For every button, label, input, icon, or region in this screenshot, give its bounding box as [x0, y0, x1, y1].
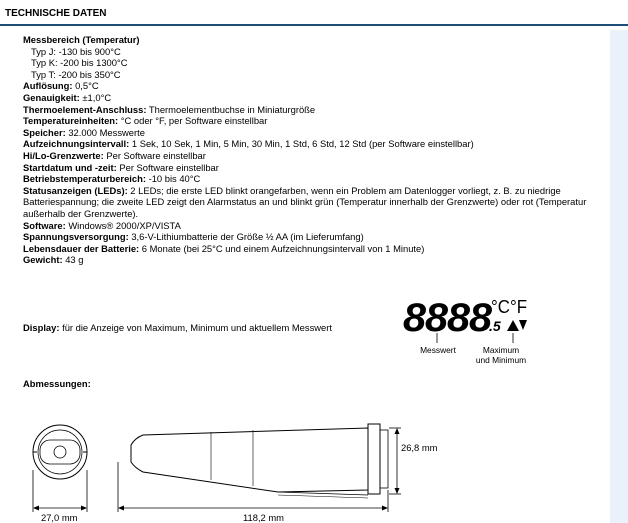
- height-label: 26,8 mm: [401, 442, 438, 453]
- spec-label: Genauigkeit:: [23, 91, 80, 103]
- spec-row: [23, 220, 608, 232]
- spec-value: -10 bis 40°C: [145, 173, 201, 185]
- arrow-right-icon: [382, 506, 388, 511]
- lcd-units: °C°F: [491, 297, 528, 317]
- spec-row: [23, 80, 608, 92]
- arrow-down-icon: [395, 488, 400, 494]
- triangle-up-icon: [507, 320, 519, 331]
- lcd-digits: 8888: [403, 296, 493, 340]
- display-value: für die Anzeige von Maximum, Minimum und aktuellem Messwert: [59, 322, 332, 333]
- spec-label: Betriebstemperaturbereich:: [23, 173, 146, 185]
- spec-label: Auflösung:: [23, 80, 73, 92]
- spec-label: Messbereich (Temperatur): [23, 34, 140, 45]
- lcd-label-messwert: Messwert: [420, 345, 456, 355]
- abmessungen-title: Abmessungen:: [23, 378, 91, 389]
- length-label: 118,2 mm: [243, 512, 284, 523]
- spec-label: Software:: [23, 219, 66, 231]
- section-title: TECHNISCHE DATEN: [5, 8, 107, 19]
- lcd-decimal: .5: [489, 318, 501, 334]
- spec-value: Per Software einstellbar: [116, 161, 219, 173]
- header-divider: [0, 24, 628, 26]
- arrow-right-icon: [81, 506, 87, 511]
- spec-row: [23, 115, 608, 127]
- arrow-left-icon: [33, 506, 39, 511]
- spec-row: [23, 231, 608, 243]
- lcd-label-maxmin-1: Maximum: [482, 345, 520, 355]
- spec-row: [23, 104, 608, 116]
- spec-label: Startdatum und -zeit:: [23, 161, 117, 173]
- side-view: [131, 424, 388, 498]
- spec-row: [23, 254, 608, 266]
- spec-row: [23, 127, 608, 139]
- spec-row: [23, 92, 608, 104]
- spec-label: Statusanzeigen (LEDs):: [23, 184, 128, 196]
- spec-row: [23, 243, 608, 255]
- spec-row-status: [23, 185, 608, 220]
- lcd-label-maxmin-2: und Minimum: [475, 355, 527, 365]
- height-dimension: [389, 428, 401, 494]
- spec-value: 0,5°C: [72, 80, 99, 92]
- display-label: Display:: [23, 322, 60, 333]
- spec-label: Spannungsversorgung:: [23, 231, 129, 243]
- spec-row: [23, 150, 608, 162]
- spec-heading-messbereich: [23, 34, 608, 46]
- spec-label: Aufzeichnungsintervall:: [23, 138, 130, 150]
- content-panel: [3, 30, 610, 523]
- display-description: [23, 322, 332, 333]
- spec-value: Thermoelementbuchse in Miniaturgröße: [146, 103, 316, 115]
- end-view: [33, 425, 87, 479]
- arrow-up-icon: [395, 428, 400, 434]
- triangle-down-icon: [519, 320, 527, 330]
- spec-label: Thermoelement-Anschluss:: [23, 103, 147, 115]
- spec-label: Lebensdauer der Batterie:: [23, 242, 140, 254]
- width-label: 27,0 mm: [41, 512, 78, 523]
- spec-value: 43 g: [62, 254, 84, 266]
- spec-value: 32.000 Messwerte: [65, 126, 145, 138]
- width-dimension: [33, 470, 87, 512]
- dimension-drawing: [23, 400, 453, 523]
- arrow-left-icon: [118, 506, 124, 511]
- spec-row: [23, 162, 608, 174]
- spec-row: [23, 173, 608, 185]
- spec-value: Windows® 2000/XP/VISTA: [65, 219, 181, 231]
- spec-row: [23, 138, 608, 150]
- spec-typ-k: Typ K: -200 bis 1300°C: [31, 57, 128, 69]
- spec-value: 6 Monate (bei 25°C und einem Aufzeichnungsintervall von 1 Minute): [139, 242, 425, 254]
- spec-value: °C oder °F, per Software einstellbar: [118, 115, 268, 127]
- spec-value: ±1,0°C: [79, 91, 112, 103]
- spec-label: Speicher:: [23, 126, 66, 138]
- spec-typ-t: Typ T: -200 bis 350°C: [31, 68, 121, 80]
- spec-label: Temperatureinheiten:: [23, 115, 119, 127]
- spec-list: [23, 34, 608, 266]
- spec-typ-j: Typ J: -130 bis 900°C: [31, 45, 121, 57]
- section-header: [0, 0, 628, 26]
- spec-label: Gewicht:: [23, 254, 63, 266]
- spec-value: 1 Sek, 10 Sek, 1 Min, 5 Min, 30 Min, 1 Std, 6 Std, 12 Std (per Software einstellbar): [129, 138, 474, 150]
- spec-value: Per Software einstellbar: [103, 149, 206, 161]
- spec-value: 3,6-V-Lithiumbatterie der Größe ½ AA (im Lieferumfang): [128, 231, 364, 243]
- spec-value: 2 LEDs; die erste LED blinkt orangefarben, wenn ein Problem am Datenlogger vorliegt, z. B. zu niedrige Batteriespannung; die zweite LED zeigt den Alarmstatus an und blinkt grün (Temperatur innerhalb der Grenzwerte) oder rot (Temperatur außerhalb der Grenzwerte).: [23, 184, 587, 219]
- spec-label: Hi/Lo-Grenzwerte:: [23, 149, 104, 161]
- side-panel: [610, 30, 628, 523]
